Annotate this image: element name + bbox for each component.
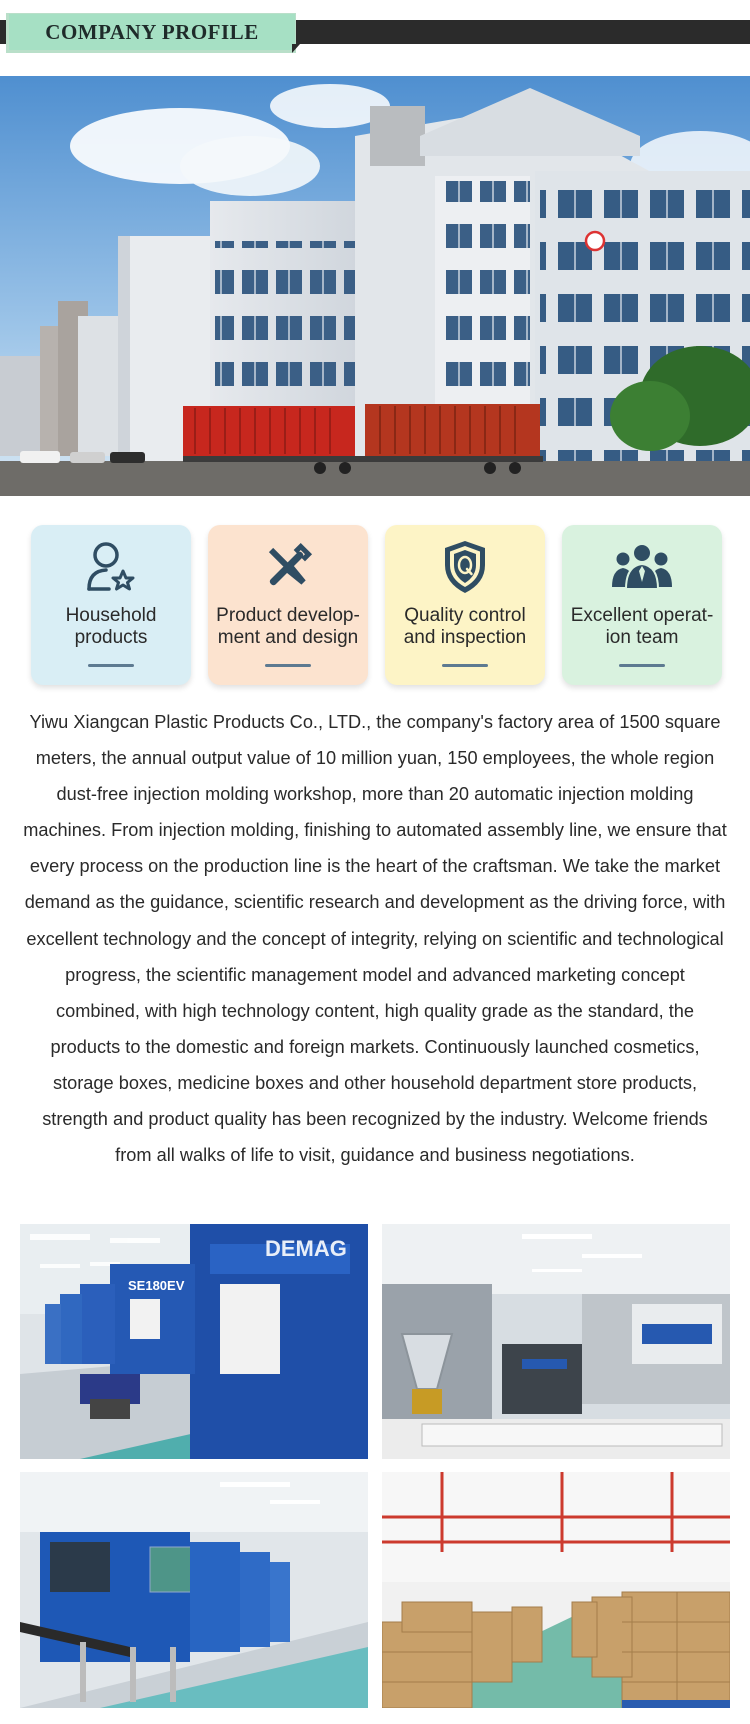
machine-row-photo — [20, 1472, 368, 1708]
warehouse-photo — [382, 1472, 730, 1708]
shield-q-icon — [385, 537, 545, 597]
feature-underline — [442, 664, 488, 667]
injection-machines-photo — [20, 1224, 368, 1459]
machine-model-text: SE180EV — [128, 1278, 185, 1293]
machine-brand-text: DEMAG — [265, 1236, 347, 1261]
header-notch — [292, 44, 300, 53]
company-description: Yiwu Xiangcan Plastic Products Co., LTD., the company's factory area of 1500 square meters, the annual output value of 10 million yuan, 150 employees, the whole region dust-free injection molding workshop, more than 20 automatic injection molding machines. From injection molding, finishing to automated assembly line, we ensure that every process on the production line is the heart of the craftsman. We take the market demand as the guidance, scientific research and development as the driving force, with excellent technology and the concept of integrity, relying on scientific and technological progress, the scientific management model and advanced marketing concept combined, with high technology content, high quality grade as the standard, the products to the domestic and foreign markets. Continuously launched cosmetics, storage boxes, medicine boxes and other household department store products, strength and product quality has been recognized by the industry. Welcome friends from all walks of life to visit, guidance and business negotiations. — [23, 712, 727, 1166]
page-title: COMPANY PROFILE — [45, 19, 259, 44]
feature-label: Product develop-ment and design — [216, 605, 360, 648]
team-icon — [562, 537, 722, 597]
factory-building-photo — [0, 76, 750, 496]
feature-card-development — [208, 525, 368, 685]
feature-underline — [619, 664, 665, 667]
feature-underline — [88, 664, 134, 667]
user-star-icon — [31, 537, 191, 597]
feature-card-quality — [385, 525, 545, 685]
feature-card-team — [562, 525, 722, 685]
tools-icon — [208, 537, 368, 597]
feature-underline — [265, 664, 311, 667]
feature-label: Excellent operat-ion team — [570, 605, 714, 648]
feature-card-household — [31, 525, 191, 685]
production-line-photo — [382, 1224, 730, 1459]
feature-label: Quality control and inspection — [403, 605, 527, 648]
feature-label: Household products — [65, 605, 157, 648]
header-tab — [9, 14, 295, 50]
